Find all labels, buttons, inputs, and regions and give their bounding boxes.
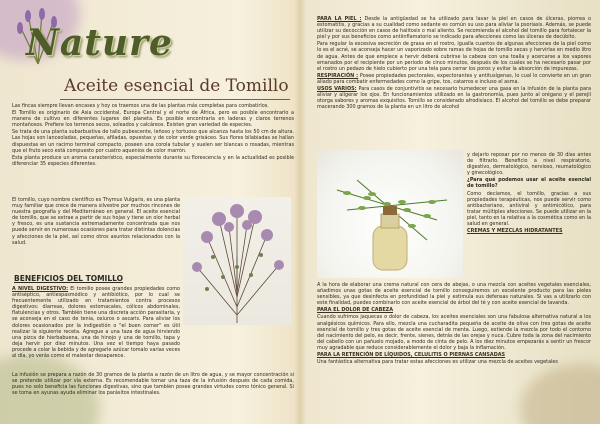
creams-section (317, 282, 591, 366)
skin-label: PARA LA PIEL : (317, 16, 362, 22)
question-heading: ¿Para qué podemos usar el aceite esencial de tomillo? (467, 177, 591, 190)
magazine-brand: Nature (26, 22, 173, 64)
right-page (301, 0, 600, 424)
benefits-heading: BENEFICIOS DEL TOMILLO (14, 274, 123, 283)
creams-text: A la hora de elaborar una crema natural con cera de abejas, o una mezcla con aceites vegetales esenciales, añadimos unas gotas de aceite esencial de tomillo conseguiremos un excelente producto para las pieles sensibles, ya que desinfecta en profundidad la piel y estimula sus defensas naturales. Si vas a utilizarlo con este finalidad, puedes combinarlo con aceite esencial de árbol del té y con aceite esencial de lavanda. (317, 282, 591, 307)
digestive-text: El tomillo posee grandes propiedades como antiséptico, antiespasmódico y antibiótico, por lo cual se frecuentemente utilizado en tratamientos contra procesos digestivos: diarreas, dolores estomacales, cólicos abdominales, flatulencias y otros. También tiene una discreta acción parasitaria, y se aconseja en el caso de tenia, oxiuros o ascaris. Para aliviar los dolores ocasionados por la indigestión o "el buen comer" es útil realizar la siguiente receta. Agregue a una taza de agua hirviendo una pizca de hierbabuena, una de hinojo y una de tomillo, tapa y deja hervir por diez minutos. Una vez el tiempo haya pasado procede a colar la bebida y de agregarle azúcar tomalo varias veces al día, yo verás como el malestar desaparece. (12, 286, 180, 360)
intro-column (12, 103, 294, 168)
retention-text: Una fantástica alternativa para tratar estas afecciones es utilizar una mezcla de aceites vegetales (317, 359, 558, 366)
oil-bottle-and-sprig-illustration (317, 150, 463, 278)
description-paragraph: Se trata de una planta subarbustiva de tallo pubescente, leñoso y tortuoso que alcanza hasta los 50 cm de altura. Las hojas son lanceoladas, pequeñas, afiladas, opuestas y de color verde grisáceo. Sus flores bilabiadas se hallan dispuestas en un racimo terminal compacto, poseen una corola tubular y suelen ser blancas o rosadas, mientras que el fruto seco está compuesto por cuatro aquenios de color marrón. (12, 129, 294, 154)
retention-label: PARA LA RETENCIÓN DE LÍQUIDOS, CELULITIS O PIERNAS CANSADAS (317, 352, 506, 359)
infusion-paragraph: La infusión se prepara a razón de 30 gramos de la planta a razón de un litro de agua, y se mayor concentración si se pretende utilizar por vía externa. Es recomendable tomar una taza de la infusión después de cada comida, pues no solo beneficia las funciones digestivas, sino que también posee grandes virtudes como tónico general. Si se toma en ayunas ayuda eliminar los parásitos intestinales. (12, 372, 294, 397)
uses-right-column (467, 152, 591, 235)
various-uses-text: Para casos de conjuntivitis se necesario humedecer una gasa en la infusión de la planta para aliviar y aligerar los ojos. En funcionamientos utilizado en la gastronomía, pues junto al orégano y el perejil otorga sabores y aromas exquisitos. Tomillo se considerado afrodisiaco. El alcohol del tomillo se debe preparar macerando 300 gramos de la planta en un litro de alcohol (317, 86, 591, 111)
skin-section (317, 16, 591, 111)
headache-label: PARA EL DOLOR DE CABEZA (317, 307, 393, 314)
respiration-text: Posee propiedades pectorales, expectorantes y antitusígenas, lo cual lo convierte en un gran aliado para combatir enfermedades como la gripe, tos, catarros e incluso el asma. (317, 72, 591, 85)
infusion-column (12, 372, 294, 397)
thyme-column (12, 197, 180, 247)
foliage-corner-decoration-right (520, 364, 600, 424)
thyme-essential-oil-paragraph: El tomillo, cuyo nombre científico es Thymus Vulgaris, es una planta muy familiar que crece de manera silvestre por muchos rincones de nuestra geografía y del Mediterráneo en general. El aceite esencial de tomillo, que se extrae a partir de sus hojas y tiene un olor herbal y fresco, es una sustancia extremadamente concentrada que nos puede servir en numerosas ocasiones para tratar distintas dolencias y afecciones de la piel, así como otros asuntos relacionados con la salud. (12, 197, 180, 246)
digestive-column (12, 286, 180, 360)
left-page (0, 0, 299, 424)
aroma-paragraph: Esta planta produce un aroma característico, especialmente durante su florescencia y en la actualidad es posible diferenciar 35 especies diferentes. (12, 154, 294, 167)
creams-label: CREMAS Y MEZCLAS HIDRATANTES (467, 228, 563, 235)
headache-text: Cuando sufrimos jaquecas o dolor de cabeza, los aceites esenciales son una fabulosa alternativa natural a los analgésicos químicos. Para ello, mezcla una cucharadita pequeña de aceite de oliva con tres gotas de aceite esencial de tomillo y tres gotas de aceite esencial de menta. Luego, extiende la mezcla por todo el contorno del nacimiento del pelo, es decir, frente, sienes, detrás de las orejas y nuca. Cubre toda la zona del nacimiento del cabello con un pañuelo mojado, a modo de cinta de pelo. A los diez minutos empezarás a sentir un frescor muy agradable que reduce considerablemente el dolor y baja la inflamación. (317, 314, 591, 351)
various-uses-text-2: y dejarlo reposar por no menos de 30 días antes de filtrarlo. Beneficio a nivel respiratorio, digestivo, dermatológico, nervioso, reumatológico y ginecológico. (467, 152, 591, 177)
skin-text: Desde la antigüedad se ha utilizado para lavar la piel en casos de úlceras, piorrea o estomatitis, y gracias a su cualidad como sedante es común su uso para aliviar la psoriasis. Además, se puede utilizar su decocción en casos de halitosis o mal aliento. Se recomienda el alcohol del tomillo para fortalecer la piel y por sus beneficios como antiinflamatorio se indicado para afecciones como las úlceras de decúbito. (317, 16, 591, 41)
skin-text-2: Para regular la excesiva secreción de grasa en el rostro, igualla cuantos de algunas afecciones de la piel como lo es el acné, se aconseja hacer un vaporizado sobre ramas de hojas de tomillo secas y hervirlas en medio litro de agua. Antes de que empiece a hervir deberá cubrirse la cabeza con una toalla y acercarse a los vapores emanados por el recipiente por un periodo de cinco minutos, después de los cuales se ha necesario pasar por el rostro un pedazo de hielo cubierto por una tela para cerrar los poros y evitar la absorción de impurezas. (317, 41, 591, 72)
article-title: Aceite esencial de Tomillo (64, 76, 289, 96)
respiration-label: RESPIRACIÓN : (317, 72, 359, 79)
digestive-label: A NIVEL DIGESTIVO: (12, 286, 69, 292)
title-underline (60, 99, 290, 100)
answer-paragraph: Como decíamos, el tomillo, gracias a sus propiedades terapéuticas, nos puede servir como antibacteriano, antiviral y antimicótico, para tratar múltiples afecciones. Se puede utilizar en la piel, tanto en la relativa a la cosmética como en la salud en general. (467, 190, 591, 228)
thyme-plant-photo (183, 197, 291, 325)
thyme-oil-photo (317, 150, 463, 278)
origin-paragraph: El Tomillo es originario de Asia occidental, Europa Central y el norte de África, pero es posible encontrarlo a manera de cultivo en diferentes lugares del planeta. Es posible encontrarla en laderas y claros terrenos montañosos. Prefiere los terrenos secos, soleados y calcáreos. Existen gran variedad de especies. (12, 110, 294, 129)
intro-paragraph: Las fincas siempre llevan encases y hoy os traemos una de las plantas más completas para combatirlos. (12, 103, 269, 109)
various-uses-label: USOS VARIOS: (317, 86, 357, 93)
thyme-plant-illustration (183, 197, 291, 325)
